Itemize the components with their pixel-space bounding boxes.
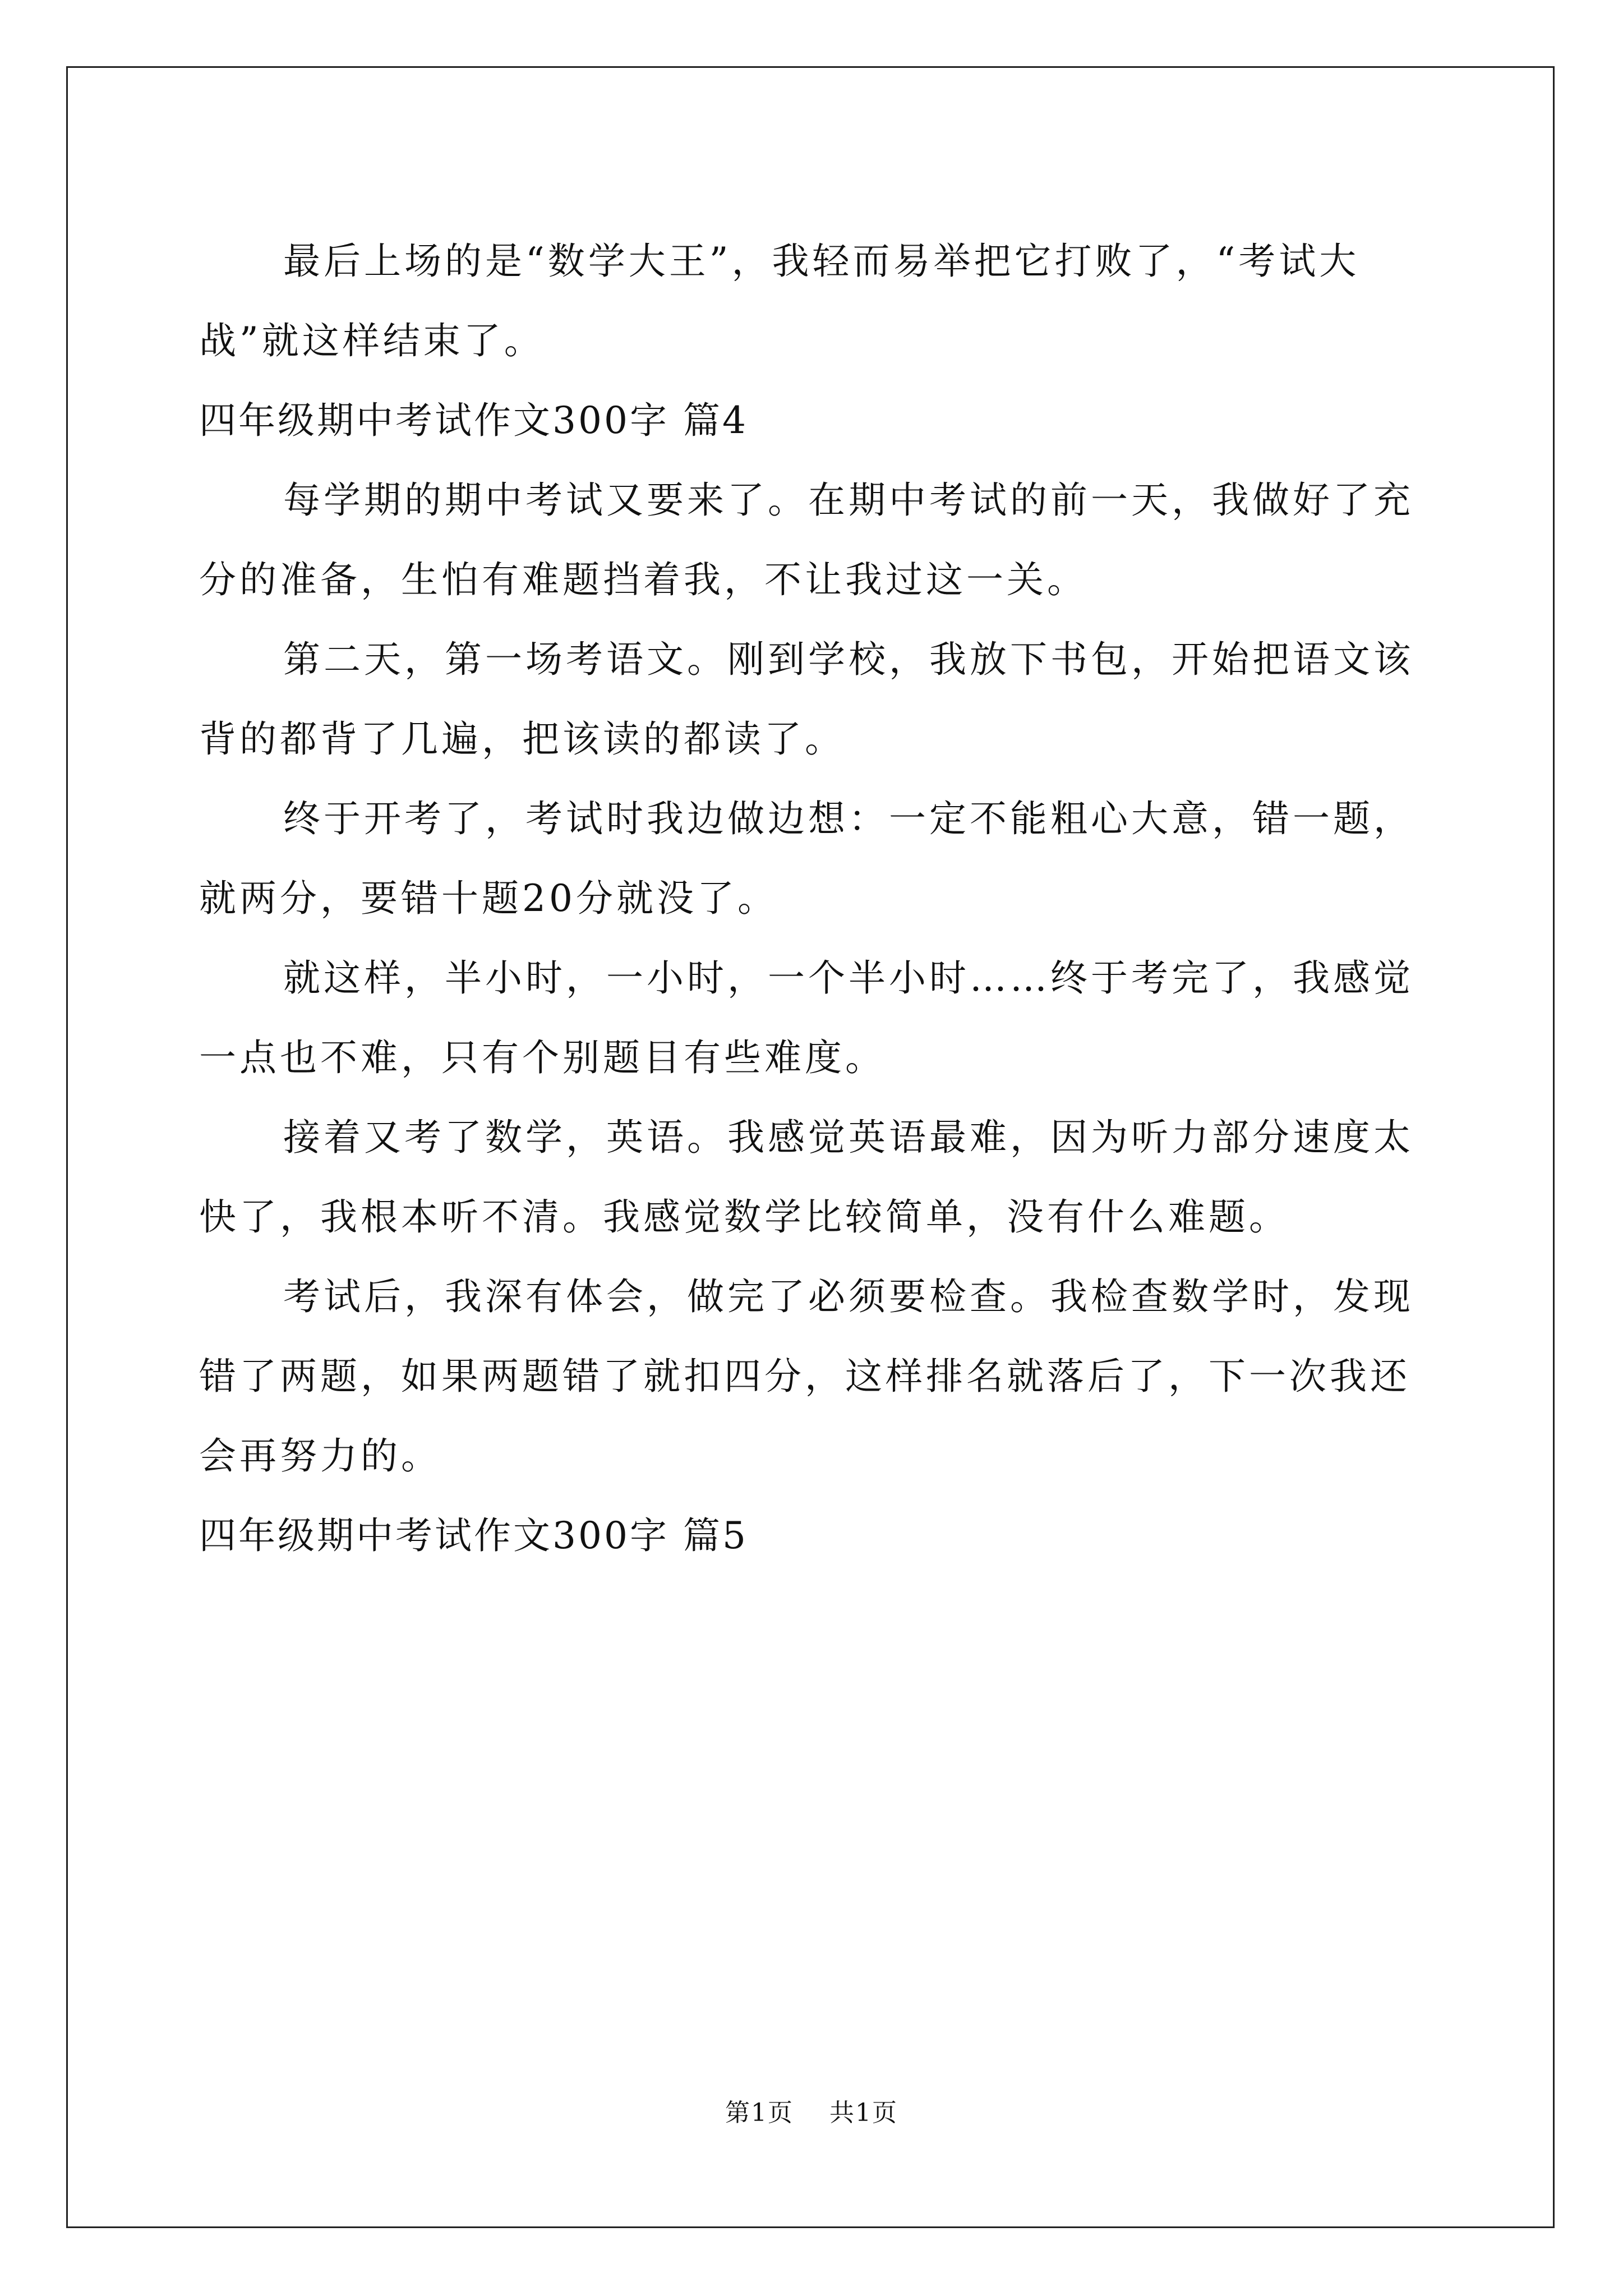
paragraph: 最后上场的是“数学大王”，我轻而易举把它打败了，“考试大战”就这样结束了。 [199, 240, 1360, 362]
paragraph: 终于开考了，考试时我边做边想：一定不能粗心大意，错一题，就两分，要错十题20分就没了。 [199, 797, 1414, 920]
paragraph: 第二天，第一场考语文。刚到学校，我放下书包，开始把语文该背的都背了几遍，把该读的都读了。 [199, 638, 1414, 761]
paragraph: 接着又考了数学，英语。我感觉英语最难，因为听力部分速度太快了，我根本听不清。我感觉数学比较简单，没有什么难题。 [199, 1116, 1414, 1239]
section-heading: 四年级期中考试作文300字 篇5 [199, 1514, 748, 1557]
paragraph: 每学期的期中考试又要来了。在期中考试的前一天，我做好了充分的准备，生怕有难题挡着我，不让我过这一关。 [199, 478, 1414, 601]
section-heading: 四年级期中考试作文300字 篇4 [199, 399, 748, 442]
paragraph: 考试后，我深有体会，做完了必须要检查。我检查数学时，发现错了两题，如果两题错了就扣四分，这样排名就落后了，下一次我还会再努力的。 [199, 1275, 1414, 1478]
page-number: 第1页 [725, 2099, 794, 2127]
page-total: 共1页 [829, 2099, 898, 2127]
page-footer [0, 2092, 1623, 2128]
document-body [199, 222, 1433, 1576]
paragraph: 就这样，半小时，一小时，一个半小时……终于考完了，我感觉一点也不难，只有个别题目有些难度。 [199, 956, 1414, 1079]
